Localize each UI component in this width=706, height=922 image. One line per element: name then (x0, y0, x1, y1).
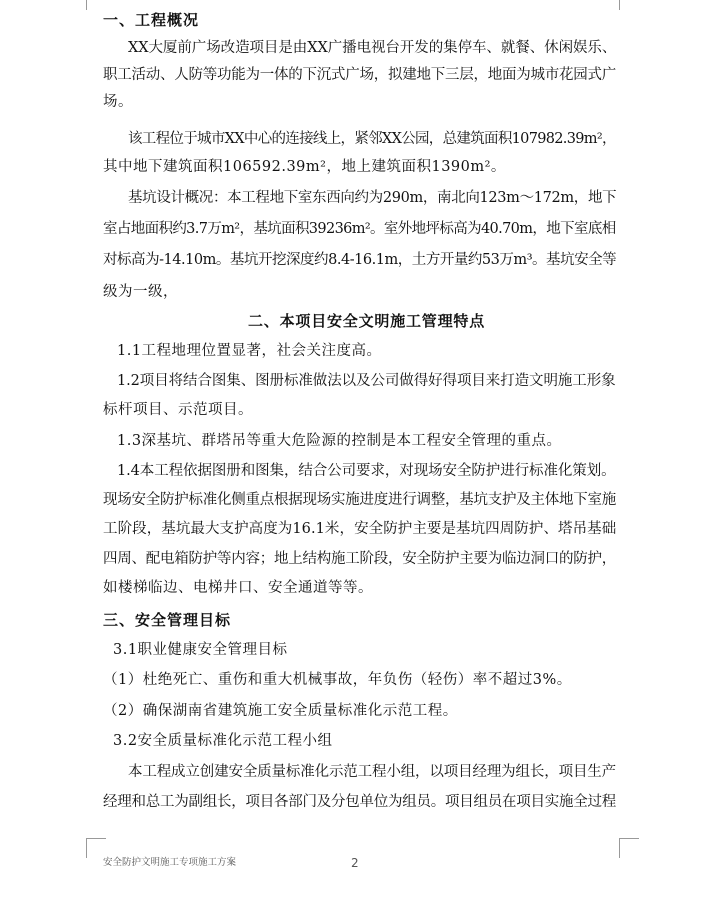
paragraph-line: 经理和总工为副组长，项目各部门及分包单位为组员。项目组员在项目实施全过程 (103, 794, 616, 810)
paragraph-line: 职工活动、人防等功能为一体的下沉式广场，拟建地下三层，地面为城市花园式广 (103, 67, 616, 83)
numbered-item-1-2: 1.2项目将结合图集、图册标准做法以及公司做得好得项目来打造文明施工形象 (117, 373, 616, 389)
paragraph-line: 场。 (103, 94, 133, 110)
numbered-item-1-4: 1.4本工程依据图册和图集，结合公司要求，对现场安全防护进行标准化策划。 (117, 463, 616, 479)
paragraph-line: 本工程成立创建安全质量标准化示范工程小组，以项目经理为组长，项目生产 (128, 764, 616, 780)
paragraph-line: 工阶段，基坑最大支护高度为16.1米，安全防护主要是基坑四周防护、塔吊基础 (103, 521, 617, 537)
paragraph-line: 标杆项目、示范项目。 (103, 402, 253, 418)
section-heading-3: 三、安全管理目标 (103, 611, 232, 629)
footer-document-title: 安全防护文明施工专项施工方案 (103, 857, 237, 868)
paragraph-line: 如楼梯临边、电梯井口、安全通道等等。 (103, 580, 373, 596)
subheading-3-2: 3.2安全质量标准化示范工程小组 (113, 733, 333, 749)
crop-mark-top-right (619, 0, 620, 10)
paragraph-line: 该工程位于城市XX中心的连接线上，紧邻XX公园，总建筑面积107982.39m²， (128, 131, 616, 147)
paragraph-line: XX大厦前广场改造项目是由XX广播电视台开发的集停车、就餐、休闲娱乐、 (128, 40, 617, 56)
section-heading-2: 二、本项目安全文明施工管理特点 (248, 312, 486, 330)
goal-item-2: （2）确保湖南省建筑施工安全质量标准化示范工程。 (103, 703, 458, 719)
paragraph-line: 现场安全防护标准化侧重点根据现场实施进度进行调整，基坑支护及主体地下室施 (103, 492, 616, 508)
section-heading-1: 一、工程概况 (103, 11, 200, 29)
crop-mark-bottom-left-h (86, 838, 106, 839)
page-number: 2 (351, 856, 359, 870)
subheading-3-1: 3.1职业健康安全管理目标 (113, 642, 288, 658)
crop-mark-bottom-right-v (619, 838, 620, 858)
crop-mark-bottom-left-v (86, 838, 87, 858)
crop-mark-bottom-right-h (619, 838, 639, 839)
goal-item-1: （1）杜绝死亡、重伤和重大机械事故，年负伤（轻伤）率不超过3%。 (103, 672, 572, 688)
paragraph-line: 级为一级， (103, 284, 178, 300)
crop-mark-top-left (86, 0, 87, 10)
numbered-item-1-1: 1.1工程地理位置显著，社会关注度高。 (117, 343, 382, 359)
paragraph-line: 对标高为-14.10m。基坑开挖深度约8.4-16.1m，土方开量约53万m³。基坑安全等 (103, 252, 617, 268)
paragraph-line: 基坑设计概况：本工程地下室东西向约为290m，南北向123m～172m，地下 (128, 190, 617, 206)
paragraph-line: 其中地下建筑面积106592.39m²，地上建筑面积1390m²。 (103, 159, 506, 175)
paragraph-line: 四周、配电箱防护等内容；地上结构施工阶段，安全防护主要为临边洞口的防护， (103, 551, 616, 567)
numbered-item-1-3: 1.3深基坑、群塔吊等重大危险源的控制是本工程安全管理的重点。 (117, 433, 562, 449)
paragraph-line: 室占地面积约3.7万m²，基坑面积39236m²。室外地坪标高为40.70m，地下室底相 (103, 221, 616, 237)
